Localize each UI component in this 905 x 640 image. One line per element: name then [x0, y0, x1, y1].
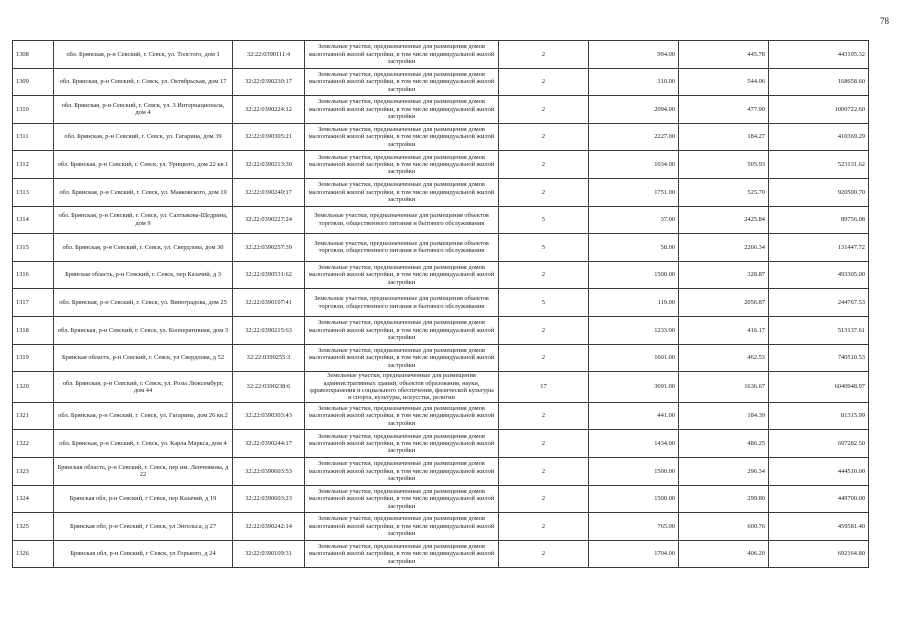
permitted-use-cell: Земельные участки, предназначенные для размещения объектов торговли, общественного питания и бытового обслуживания — [305, 206, 499, 234]
address-cell: обл. Брянская, р-н Севский, г. Севск, ул. Виноградова, дом 25 — [54, 289, 233, 317]
cadastral-number-cell: 32:22:0390305:21 — [233, 123, 305, 151]
permitted-use-cell: Земельные участки, предназначенные для размещения домов малоэтажной жилой застройки, в том числе индивидуальной жилой застройки — [305, 402, 499, 430]
area-cell: 1751.00 — [589, 178, 679, 206]
page-number: 78 — [880, 16, 889, 26]
permitted-use-cell: Земельные участки, предназначенные для размещения объектов торговли, общественного питания и бытового обслуживания — [305, 234, 499, 262]
row-number-cell: 1324 — [13, 485, 54, 513]
table-row — [13, 151, 869, 179]
use-category-cell: 2 — [499, 96, 589, 124]
cadastral-value-cell: 493305.00 — [769, 261, 869, 289]
address-cell: обл. Брянская, р-н Севский, г. Севск, ул. Урицкого, дом 22 кв.1 — [54, 151, 233, 179]
cadastral-number-cell: 32:22:0390215:63 — [233, 316, 305, 344]
use-category-cell: 2 — [499, 457, 589, 485]
use-category-cell: 2 — [499, 68, 589, 96]
use-category-cell: 5 — [499, 234, 589, 262]
table-row — [13, 372, 869, 403]
area-cell: 994.00 — [589, 41, 679, 69]
cadastral-value-cell: 444510.00 — [769, 457, 869, 485]
area-cell: 1500.00 — [589, 261, 679, 289]
table-row — [13, 316, 869, 344]
row-number-cell: 1310 — [13, 96, 54, 124]
cadastral-number-cell: 32:22:0390603:53 — [233, 457, 305, 485]
table-row — [13, 123, 869, 151]
use-category-cell: 2 — [499, 540, 589, 568]
permitted-use-cell: Земельные участки, предназначенные для размещения домов малоэтажной жилой застройки, в том числе индивидуальной жилой застройки — [305, 178, 499, 206]
table-row — [13, 206, 869, 234]
specific-value-cell: 2056.87 — [679, 289, 769, 317]
cadastral-value-cell: 449700.00 — [769, 485, 869, 513]
row-number-cell: 1321 — [13, 402, 54, 430]
permitted-use-cell: Земельные участки, предназначенные для размещения домов малоэтажной жилой застройки, в том числе индивидуальной жилой застройки — [305, 344, 499, 372]
cadastral-value-cell: 513137.61 — [769, 316, 869, 344]
use-category-cell: 2 — [499, 402, 589, 430]
permitted-use-cell: Земельные участки, предназначенные для размещения домов малоэтажной жилой застройки, в том числе индивидуальной жилой застройки — [305, 41, 499, 69]
cadastral-value-cell: 697282.50 — [769, 430, 869, 458]
area-cell: 1233.00 — [589, 316, 679, 344]
cadastral-value-cell: 168658.60 — [769, 68, 869, 96]
use-category-cell: 5 — [499, 289, 589, 317]
specific-value-cell: 486.25 — [679, 430, 769, 458]
table-row — [13, 41, 869, 69]
use-category-cell: 2 — [499, 178, 589, 206]
address-cell: обл. Брянская, р-н Севский, г. Севск, ул. Свердлова, дом 30 — [54, 234, 233, 262]
table-row — [13, 430, 869, 458]
cadastral-value-cell: 410369.29 — [769, 123, 869, 151]
area-cell: 1434.00 — [589, 430, 679, 458]
address-cell: обл. Брянская, р-н Севский, г. Севск, ул. Толстого, дом 1 — [54, 41, 233, 69]
permitted-use-cell: Земельные участки, предназначенные для размещения домов малоэтажной жилой застройки, в том числе индивидуальной жилой застройки — [305, 316, 499, 344]
row-number-cell: 1309 — [13, 68, 54, 96]
use-category-cell: 2 — [499, 151, 589, 179]
permitted-use-cell: Земельные участки, предназначенные для размещения домов малоэтажной жилой застройки, в том числе индивидуальной жилой застройки — [305, 430, 499, 458]
area-cell: 1601.00 — [589, 344, 679, 372]
permitted-use-cell: Земельные участки, предназначенные для размещения домов малоэтажной жилой застройки, в том числе индивидуальной жилой застройки — [305, 123, 499, 151]
specific-value-cell: 525.70 — [679, 178, 769, 206]
specific-value-cell: 445.78 — [679, 41, 769, 69]
area-cell: 37.00 — [589, 206, 679, 234]
table-row — [13, 68, 869, 96]
cadastral-number-cell: 32:22:0390240:17 — [233, 178, 305, 206]
use-category-cell: 2 — [499, 316, 589, 344]
specific-value-cell: 296.34 — [679, 457, 769, 485]
specific-value-cell: 416.17 — [679, 316, 769, 344]
address-cell: обл. Брянская, р-н Севский, г. Севск, ул. Маяковского, дом 19 — [54, 178, 233, 206]
specific-value-cell: 544.06 — [679, 68, 769, 96]
address-cell: Брянская обл, р-н Севский, г Севск, ул Горького, д 24 — [54, 540, 233, 568]
use-category-cell: 2 — [499, 430, 589, 458]
specific-value-cell: 299.80 — [679, 485, 769, 513]
area-cell: 1500.00 — [589, 457, 679, 485]
area-cell: 2094.00 — [589, 96, 679, 124]
address-cell: Брянская область, р-н Севский, г. Севск, пер им. Ленчевкова, д 22 — [54, 457, 233, 485]
row-number-cell: 1323 — [13, 457, 54, 485]
use-category-cell: 2 — [499, 261, 589, 289]
address-cell: Брянская область, р-н Севский, г. Севск, пер Казачий, д 3 — [54, 261, 233, 289]
address-cell: обл. Брянская, р-н Севский, г. Севск, ул. Карла Маркса, дом 4 — [54, 430, 233, 458]
cadastral-value-cell: 443105.32 — [769, 41, 869, 69]
cadastral-value-cell: 920500.70 — [769, 178, 869, 206]
row-number-cell: 1326 — [13, 540, 54, 568]
row-number-cell: 1311 — [13, 123, 54, 151]
use-category-cell: 2 — [499, 344, 589, 372]
cadastral-value-cell: 692164.80 — [769, 540, 869, 568]
area-cell: 765.00 — [589, 513, 679, 541]
table-row — [13, 178, 869, 206]
address-cell: обл. Брянская, р-н Севский, г. Севск, ул. Октябрьская, дом 17 — [54, 68, 233, 96]
specific-value-cell: 2266.34 — [679, 234, 769, 262]
use-category-cell: 2 — [499, 513, 589, 541]
cadastral-number-cell: 32:22:0390107:41 — [233, 289, 305, 317]
specific-value-cell: 477.90 — [679, 96, 769, 124]
permitted-use-cell: Земельные участки, предназначенные для размещения домов малоэтажной жилой застройки, в том числе индивидуальной жилой застройки — [305, 485, 499, 513]
address-cell: Брянская обл, р-н Севский, г Севск, пер Казачий, д 19 — [54, 485, 233, 513]
row-number-cell: 1308 — [13, 41, 54, 69]
row-number-cell: 1312 — [13, 151, 54, 179]
cadastral-number-cell: 32:22:0390244:17 — [233, 430, 305, 458]
area-cell: 3691.00 — [589, 372, 679, 403]
table-row — [13, 344, 869, 372]
address-cell: обл. Брянская, р-н Севский, г. Севск, ул. 3 Интернационала, дом 4 — [54, 96, 233, 124]
cadastral-value-cell: 1000722.60 — [769, 96, 869, 124]
area-cell: 1500.00 — [589, 485, 679, 513]
cadastral-number-cell: 32:22:0390230:17 — [233, 68, 305, 96]
specific-value-cell: 505.93 — [679, 151, 769, 179]
cadastral-value-cell: 459581.40 — [769, 513, 869, 541]
permitted-use-cell: Земельные участки, предназначенные для размещения домов малоэтажной жилой застройки, в том числе индивидуальной жилой застройки — [305, 261, 499, 289]
cadastral-number-cell: 32:22:0390224:12 — [233, 96, 305, 124]
area-cell: 119.00 — [589, 289, 679, 317]
specific-value-cell: 184.39 — [679, 402, 769, 430]
address-cell: обл. Брянская, р-н Севский, г. Севск, ул. Кооперативная, дом 3 — [54, 316, 233, 344]
address-cell: обл. Брянская, р-н Севский, г. Севск, ул. Гагарина, дом 26 кв.2 — [54, 402, 233, 430]
area-cell: 441.00 — [589, 402, 679, 430]
use-category-cell: 2 — [499, 485, 589, 513]
cadastral-value-cell: 6040948.97 — [769, 372, 869, 403]
cadastral-number-cell: 32:22:0390531:62 — [233, 261, 305, 289]
use-category-cell: 5 — [499, 206, 589, 234]
cadastral-value-cell: 81315.99 — [769, 402, 869, 430]
cadastral-value-cell: 131447.72 — [769, 234, 869, 262]
cadastral-number-cell: 32:22:0390255:3 — [233, 344, 305, 372]
specific-value-cell: 2425.84 — [679, 206, 769, 234]
area-cell: 2227.00 — [589, 123, 679, 151]
permitted-use-cell: Земельные участки, предназначенные для размещения домов малоэтажной жилой застройки, в том числе индивидуальной жилой застройки — [305, 540, 499, 568]
table-row — [13, 540, 869, 568]
permitted-use-cell: Земельные участки, предназначенные для размещения домов малоэтажной жилой застройки, в том числе индивидуальной жилой застройки — [305, 513, 499, 541]
specific-value-cell: 184.27 — [679, 123, 769, 151]
address-cell: Брянская область, р-н Севский, г. Севск, ул Свердлова, д 52 — [54, 344, 233, 372]
cadastral-value-cell: 523131.62 — [769, 151, 869, 179]
cadastral-value-cell: 89756.08 — [769, 206, 869, 234]
row-number-cell: 1322 — [13, 430, 54, 458]
address-cell: обл. Брянская, р-н Севский, г. Севск, ул. Салтыкова-Щедрина, дом 9 — [54, 206, 233, 234]
row-number-cell: 1316 — [13, 261, 54, 289]
cadastral-number-cell: 32:22:0390238:6 — [233, 372, 305, 403]
cadastral-number-cell: 32:22:0390111:4 — [233, 41, 305, 69]
row-number-cell: 1315 — [13, 234, 54, 262]
row-number-cell: 1318 — [13, 316, 54, 344]
row-number-cell: 1319 — [13, 344, 54, 372]
row-number-cell: 1314 — [13, 206, 54, 234]
specific-value-cell: 462.53 — [679, 344, 769, 372]
specific-value-cell: 406.20 — [679, 540, 769, 568]
address-cell: Брянская обл, р-н Севский, г Севск, ул Энгельса, д 27 — [54, 513, 233, 541]
cadastral-value-table — [12, 40, 869, 568]
cadastral-number-cell: 32:22:0390109:31 — [233, 540, 305, 568]
table-row — [13, 402, 869, 430]
area-cell: 310.00 — [589, 68, 679, 96]
row-number-cell: 1313 — [13, 178, 54, 206]
area-cell: 1704.00 — [589, 540, 679, 568]
cadastral-number-cell: 32:22:0390213:30 — [233, 151, 305, 179]
specific-value-cell: 328.87 — [679, 261, 769, 289]
table-row — [13, 234, 869, 262]
specific-value-cell: 1636.67 — [679, 372, 769, 403]
permitted-use-cell: Земельные участки, предназначенные для размещения домов малоэтажной жилой застройки, в том числе индивидуальной жилой застройки — [305, 68, 499, 96]
cadastral-number-cell: 32:22:0390257:39 — [233, 234, 305, 262]
cadastral-number-cell: 32:22:0390227:24 — [233, 206, 305, 234]
cadastral-number-cell: 32:22:0390303:43 — [233, 402, 305, 430]
table-row — [13, 457, 869, 485]
address-cell: обл. Брянская, р-н Севский, г. Севск, ул. Розы Люксембург, дом 44 — [54, 372, 233, 403]
cadastral-number-cell: 32:22:0390603:23 — [233, 485, 305, 513]
cadastral-value-cell: 244767.53 — [769, 289, 869, 317]
permitted-use-cell: Земельные участки, предназначенные для размещения домов малоэтажной жилой застройки, в том числе индивидуальной жилой застройки — [305, 96, 499, 124]
row-number-cell: 1317 — [13, 289, 54, 317]
table-row — [13, 96, 869, 124]
use-category-cell: 2 — [499, 123, 589, 151]
row-number-cell: 1325 — [13, 513, 54, 541]
area-cell: 58.00 — [589, 234, 679, 262]
table-row — [13, 513, 869, 541]
use-category-cell: 2 — [499, 41, 589, 69]
table-row — [13, 289, 869, 317]
table-row — [13, 261, 869, 289]
permitted-use-cell: Земельные участки, предназначенные для размещения административных зданий, объектов образования, науки, здравоохранения и социального обеспечения, физической культуры и спорта, культуры, искусства, религии — [305, 372, 499, 403]
cadastral-number-cell: 32:22:0390242:14 — [233, 513, 305, 541]
permitted-use-cell: Земельные участки, предназначенные для размещения домов малоэтажной жилой застройки, в том числе индивидуальной жилой застройки — [305, 151, 499, 179]
area-cell: 1034.00 — [589, 151, 679, 179]
table-row — [13, 485, 869, 513]
permitted-use-cell: Земельные участки, предназначенные для размещения объектов торговли, общественного питания и бытового обслуживания — [305, 289, 499, 317]
use-category-cell: 17 — [499, 372, 589, 403]
permitted-use-cell: Земельные участки, предназначенные для размещения домов малоэтажной жилой застройки, в том числе индивидуальной жилой застройки — [305, 457, 499, 485]
address-cell: обл. Брянская, р-н Севский, г. Севск, ул. Гагарина, дом 39 — [54, 123, 233, 151]
table-body — [13, 41, 869, 568]
row-number-cell: 1320 — [13, 372, 54, 403]
cadastral-value-cell: 740510.53 — [769, 344, 869, 372]
specific-value-cell: 600.76 — [679, 513, 769, 541]
